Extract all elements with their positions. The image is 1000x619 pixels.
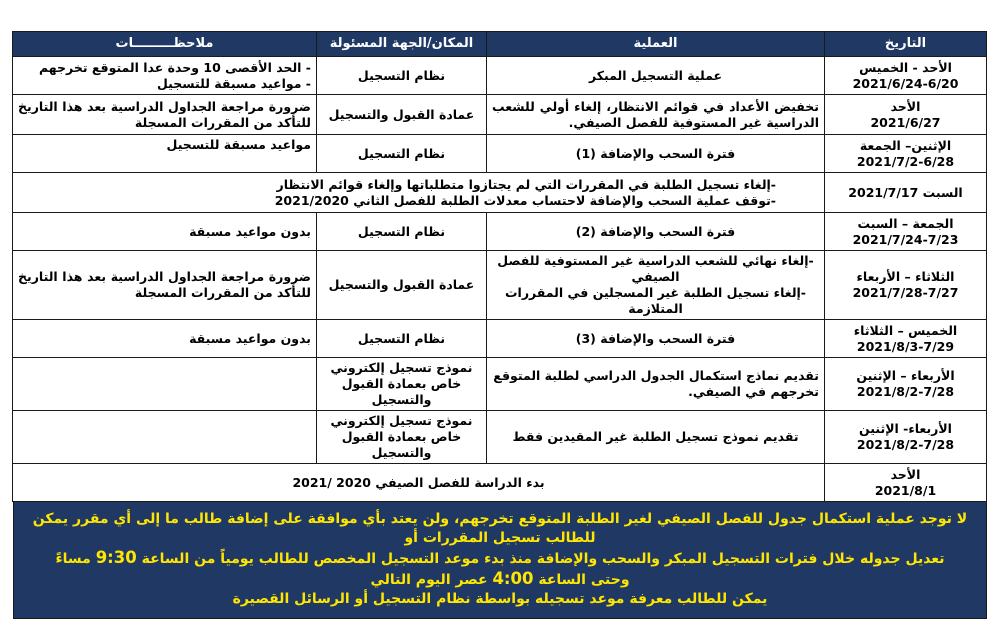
date-range: 2021/7/2-6/28 — [856, 153, 955, 169]
operation-cell: تقديم نماذج استكمال الجدول الدراسي لطلبة المتوقع تخرجهم في الصيفي. — [487, 358, 825, 411]
notes-cell — [13, 411, 317, 464]
notes-cell: ضرورة مراجعة الجداول الدراسية بعد هذا التاريخ للتأكد من المقررات المسجلة — [13, 95, 317, 135]
place-cell: نظام التسجيل — [317, 57, 487, 95]
note-text: وحتى الساعة — [533, 572, 630, 588]
date-cell — [825, 95, 987, 135]
date-days: الأربعاء – الإثنين — [856, 368, 955, 383]
date-cell — [825, 213, 987, 251]
place-cell: نظام التسجيل — [317, 320, 487, 358]
date-range: 2021/6/27 — [870, 114, 941, 130]
schedule-table — [12, 31, 987, 502]
operation-cell: فترة السحب والإضافة (2) — [487, 213, 825, 251]
evening-time: 9:30 — [95, 548, 137, 567]
note-line: يمكن للطالب معرفة موعد تسجيله بواسطة نظام التسجيل أو الرسائل القصيرة — [232, 591, 768, 607]
date-cell — [825, 135, 987, 173]
date-cell — [825, 358, 987, 411]
date-range: 2021/7/28-7/27 — [852, 285, 959, 300]
place-cell: نظام التسجيل — [317, 135, 487, 173]
table-row — [13, 251, 987, 320]
notes-cell: مواعيد مسبقة للتسجيل — [13, 135, 317, 173]
place-cell: عمادة القبول والتسجيل — [317, 95, 487, 135]
date-days: الخميس – الثلاثاء — [853, 322, 958, 338]
date-days: الإثنين– الجمعة — [859, 137, 952, 153]
operation-cell: تقديم نموذج تسجيل الطلبة غير المقيدين فقط — [487, 411, 825, 464]
place-cell: نظام التسجيل — [317, 213, 487, 251]
calendar-wrapper — [13, 31, 987, 619]
date-days: الأحد - الخميس — [859, 59, 952, 75]
date-cell: السبت 2021/7/17 — [825, 173, 987, 213]
note-line: لا توجد عملية استكمال جدول للفصل الصيفي لغير الطلبة المتوقع تخرجهم، ولن يعتد بأي موافقة على إضافة طالب ما إلى أي مقرر يمكن للطالب تسجيل المقررات أو — [32, 511, 968, 546]
operation-cell — [487, 251, 825, 320]
operation-cell: تخفيض الأعداد في قوائم الانتظار، إلغاء أولي للشعب الدراسية غير المستوفية للفصل الصيفي. — [487, 95, 825, 135]
header-place: المكان/الجهة المسئولة — [317, 32, 487, 57]
notes-cell — [13, 57, 317, 95]
note-line — [22, 569, 978, 590]
operation-cell: عملية التسجيل المبكر — [487, 57, 825, 95]
note-text: تعديل جدوله خلال فترات التسجيل المبكر والسحب والإضافة منذ بدء موعد التسجيل المخصص للطالب يومياً من الساعة — [136, 551, 945, 567]
table-row — [13, 213, 987, 251]
table-header-row — [13, 32, 987, 57]
date-cell — [825, 57, 987, 95]
date-range: 2021/7/24-7/23 — [852, 231, 959, 247]
header-notes: ملاحظـــــــــات — [13, 32, 317, 57]
date-cell — [825, 251, 987, 320]
date-days: الثلاثاء – الأربعاء — [856, 269, 955, 284]
notes-cell: ضرورة مراجعة الجداول الدراسية بعد هذا التاريخ للتأكد من المقررات المسجلة — [13, 251, 317, 320]
table-row — [13, 135, 987, 173]
note-line: - الحد الأقصى 10 وحدة عدا المتوقع تخرجهم — [38, 59, 311, 75]
place-cell: عمادة القبول والتسجيل — [317, 251, 487, 320]
date-cell — [825, 320, 987, 358]
table-row — [13, 173, 987, 213]
place-cell: نموذج تسجيل إلكتروني خاص بعمادة القبول والتسجيل — [317, 358, 487, 411]
operation-cell: فترة السحب والإضافة (1) — [487, 135, 825, 173]
operation-line: -إلغاء نهائي للشعب الدراسية غير المستوفية للفصل الصيفي — [497, 253, 814, 284]
table-row — [13, 358, 987, 411]
date-range: 2021/8/2-7/28 — [856, 437, 955, 452]
header-date: التاريخ — [825, 32, 987, 57]
notes-cell — [13, 358, 317, 411]
date-days: الأربعاء- الإثنين — [859, 421, 952, 436]
merged-operation-cell — [13, 173, 825, 213]
important-note-box — [13, 502, 987, 619]
operation-line: -توقف عملية السحب والإضافة لاحتساب معدلات الطلبة للفصل الثاني 2021/2020 — [274, 192, 776, 208]
operation-line: -إلغاء تسجيل الطلبة في المقررات التي لم يجتازوا متطلباتها وإلغاء قوائم الانتظار — [276, 176, 776, 192]
date-range: 2021/8/1 — [874, 482, 937, 498]
notes-cell: بدون مواعيد مسبقة — [13, 213, 317, 251]
table-row — [13, 57, 987, 95]
table-row — [13, 411, 987, 464]
date-days: الأحد — [890, 466, 921, 482]
header-operation: العملية — [487, 32, 825, 57]
date-cell — [825, 464, 987, 502]
study-start-cell: بدء الدراسة للفصل الصيفي 2020 /2021 — [13, 464, 825, 502]
table-row — [13, 464, 987, 502]
notes-cell: بدون مواعيد مسبقة — [13, 320, 317, 358]
date-cell — [825, 411, 987, 464]
note-text: عصر اليوم التالي — [370, 572, 493, 588]
table-row — [13, 95, 987, 135]
date-range: 2021/8/3-7/29 — [856, 338, 955, 354]
note-line — [22, 548, 978, 569]
note-text: مساءً — [55, 551, 96, 567]
date-range: 2021/8/2-7/28 — [856, 384, 955, 399]
afternoon-time: 4:00 — [492, 569, 534, 588]
date-days: الجمعة – السبت — [857, 215, 954, 231]
date-days: الأحد — [890, 98, 921, 114]
table-row — [13, 320, 987, 358]
operation-cell: فترة السحب والإضافة (3) — [487, 320, 825, 358]
operation-line: -إلغاء تسجيل الطلبة غير المسجلين في المقررات المتلازمة — [504, 285, 806, 316]
note-line: - مواعيد مسبقة للتسجيل — [157, 75, 311, 91]
date-range: 2021/6/24-6/20 — [852, 75, 959, 91]
place-cell: نموذج تسجيل إلكتروني خاص بعمادة القبول والتسجيل — [317, 411, 487, 464]
